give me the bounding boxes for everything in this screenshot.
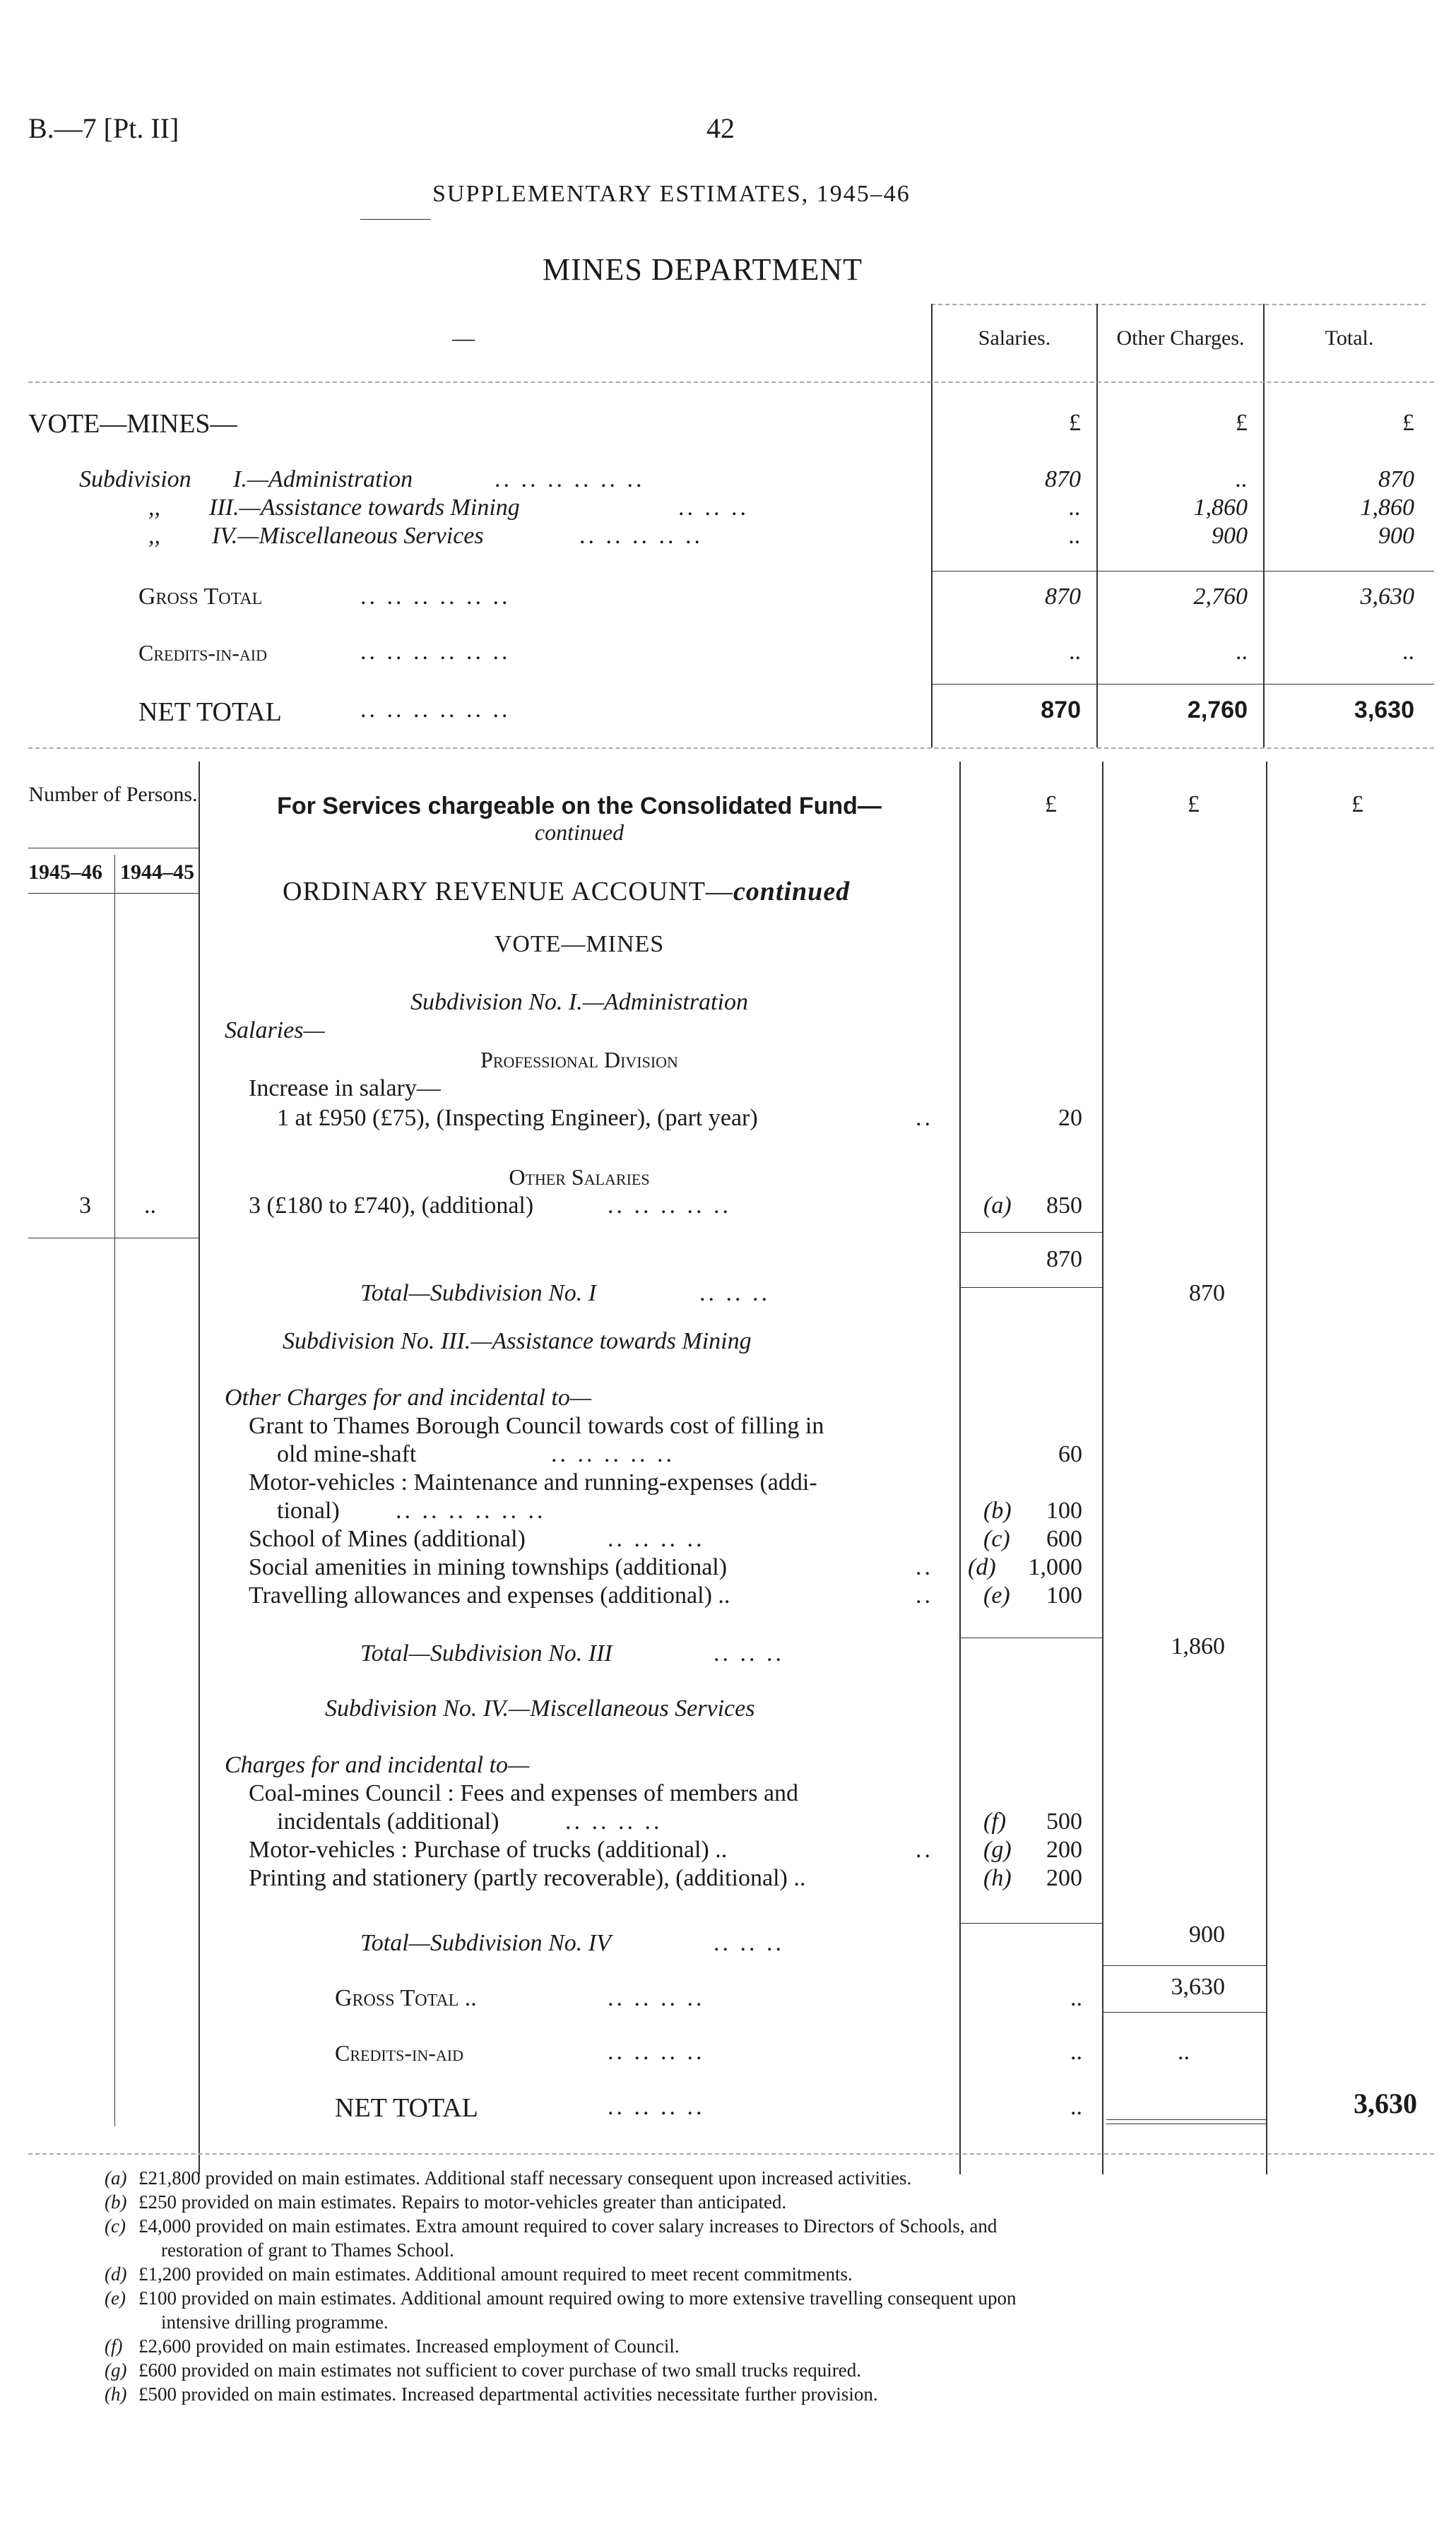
leader-dots: .. .. .. .. .. <box>551 1441 675 1467</box>
total-amount: 1,860 <box>1171 1633 1225 1659</box>
currency-symbol: £ <box>1045 791 1057 817</box>
item-text: Motor-vehicles : Maintenance and running-expenses (addi- <box>249 1469 817 1496</box>
gross-rule <box>1102 1965 1266 1966</box>
footnote-mark: (d) <box>105 2263 127 2285</box>
item-text: School of Mines (additional) <box>249 1526 526 1552</box>
total-value: 870 <box>1378 466 1414 492</box>
net-rule <box>1106 2119 1266 2120</box>
year-rule <box>28 893 199 894</box>
item-text: Coal-mines Council : Fees and expenses of members and <box>249 1780 799 1806</box>
net-salaries-value: 870 <box>1041 697 1081 723</box>
footnote <box>105 2262 1017 2286</box>
footnote-mark: (h) <box>983 1865 1012 1891</box>
salaries-value: .. <box>1069 523 1081 549</box>
title-rule <box>360 219 431 220</box>
year-col-rule <box>114 855 115 2126</box>
gross-total-label: Gross Total .. <box>335 1985 477 2011</box>
footnote-text: £500 provided on main estimates. Increased departmental activities necessitate further provision. <box>138 2384 878 2405</box>
footnote <box>105 2382 1017 2406</box>
footnote-mark: (f) <box>105 2335 123 2357</box>
footnote <box>105 2334 1017 2358</box>
item-text: Motor-vehicles : Purchase of trucks (additional) .. <box>249 1837 728 1863</box>
item-amount: 20 <box>1058 1105 1082 1131</box>
footnote-mark: (e) <box>983 1582 1010 1609</box>
leader-dots: .. .. .. .. .. .. <box>495 466 645 492</box>
credits-col1-value: .. <box>1070 2039 1082 2065</box>
credits-rule <box>1102 2012 1266 2013</box>
page-number: 42 <box>706 112 735 144</box>
other-charges-intro: Other Charges for and incidental to— <box>225 1385 592 1411</box>
footnote-mark: (g) <box>105 2360 127 2381</box>
item-amount: 200 <box>1046 1837 1082 1863</box>
leader-dots: .. .. .. <box>678 495 749 521</box>
persons-col-rule <box>199 762 200 2174</box>
footnote-text: restoration of grant to Thames School. <box>161 2239 454 2261</box>
footnote-mark: (e) <box>105 2287 126 2309</box>
footnote-text: £250 provided on main estimates. Repairs to motor-vehicles greater than anticipated. <box>138 2191 787 2213</box>
footnote-text: £2,600 provided on main estimates. Increased employment of Council. <box>138 2335 680 2357</box>
net-total-label: NET TOTAL <box>335 2093 478 2123</box>
sub1-heading: Subdivision No. I.—Administration <box>410 989 748 1015</box>
item-amount: 100 <box>1046 1582 1082 1609</box>
salaries-header: Salaries. <box>978 326 1051 350</box>
amount-col-rule <box>1102 762 1103 2174</box>
item-text: tional) <box>277 1498 340 1524</box>
credits-label: Credits-in-aid <box>335 2040 463 2066</box>
gross-other-value: 2,760 <box>1193 584 1248 610</box>
document-reference: B.—7 [Pt. II] <box>28 112 179 144</box>
leader-dots: .. .. .. <box>714 1640 784 1666</box>
footnote <box>105 2190 1017 2214</box>
leader-dots: .. .. .. .. .. <box>579 523 703 549</box>
sub4-heading: Subdivision No. IV.—Miscellaneous Services <box>325 1695 755 1722</box>
other-charges-header: Other Charges. <box>1116 326 1245 350</box>
item-text: 3 (£180 to £740), (additional) <box>249 1192 534 1219</box>
total-label: Total—Subdivision No. IV <box>360 1930 611 1956</box>
item-text: Printing and stationery (partly recoverable), (additional) .. <box>249 1865 806 1891</box>
item-amount: 100 <box>1046 1498 1082 1524</box>
footnote-mark: (b) <box>983 1498 1012 1524</box>
summary-bottom-rule <box>28 747 1434 749</box>
total-amount: 870 <box>1189 1280 1225 1306</box>
net-total-value: 3,630 <box>1354 697 1414 723</box>
item-text: Social amenities in mining townships (additional) <box>249 1554 728 1580</box>
leader-dots: .. .. .. .. <box>565 1808 663 1835</box>
account-heading <box>283 876 850 907</box>
item-amount: 600 <box>1046 1526 1082 1552</box>
summary-top-rule <box>931 304 1426 305</box>
footnotes <box>105 2166 1017 2406</box>
item-text: 1 at £950 (£75), (Inspecting Engineer), (part year) <box>277 1105 758 1131</box>
footnote-text: intensive drilling programme. <box>161 2311 389 2333</box>
gross-col1-value: .. <box>1070 1985 1082 2011</box>
credits-salaries-value: .. <box>1069 639 1081 665</box>
header-rule <box>28 381 1434 383</box>
footnote-text: £600 provided on main estimates not sufficient to cover purchase of two small trucks required. <box>138 2360 861 2381</box>
leader-dots: .. <box>916 1582 933 1609</box>
gross-total-value: 3,630 <box>1171 1974 1225 2000</box>
salaries-value: .. <box>1069 495 1081 521</box>
amount-col-rule <box>1266 762 1267 2174</box>
credits-total-value: .. <box>1402 639 1414 665</box>
footnote <box>105 2286 1017 2310</box>
footnote-mark: (g) <box>983 1837 1012 1863</box>
leader-dots: .. .. .. .. .. .. <box>360 584 511 610</box>
footnote-text: £100 provided on main estimates. Additional amount required owing to more extensive travelling consequent upon <box>138 2287 1017 2309</box>
footnote-mark: (d) <box>968 1554 996 1580</box>
total-label: Total—Subdivision No. I <box>360 1280 597 1306</box>
other-charges-value: .. <box>1236 466 1248 492</box>
footnote-text: £4,000 provided on main estimates. Extra amount required to cover salary increases to Directors of Schools, and <box>138 2215 998 2237</box>
account-heading-text: ORDINARY REVENUE ACCOUNT— <box>283 877 733 906</box>
row-prefix: ,, <box>148 495 160 521</box>
salaries-value: 870 <box>1045 466 1081 492</box>
currency-symbol: £ <box>1069 410 1081 436</box>
total-value: 900 <box>1378 523 1414 549</box>
vote-heading: VOTE—MINES <box>494 931 665 957</box>
credits-other-value: .. <box>1236 639 1248 665</box>
leader-dots: .. <box>916 1837 933 1863</box>
total-value: 1,860 <box>1360 495 1414 521</box>
salaries-label: Salaries— <box>225 1017 325 1043</box>
item-amount: 850 <box>1046 1192 1082 1219</box>
fund-heading-continued: continued <box>534 819 625 845</box>
amount-col-rule <box>959 762 961 2174</box>
footnote-text: £1,200 provided on main estimates. Additional amount required to meet recent commitments. <box>138 2263 853 2285</box>
currency-symbol: £ <box>1188 791 1200 817</box>
subtotal-rule <box>959 1232 1102 1233</box>
leader-dots: .. .. .. .. <box>608 1526 705 1552</box>
leader-dots: .. .. .. <box>699 1280 770 1306</box>
fund-heading: For Services chargeable on the Consolidated Fund— <box>277 793 882 819</box>
charges-intro: Charges for and incidental to— <box>225 1752 530 1778</box>
gross-total-label: Gross Total <box>138 584 263 610</box>
net-total-rule <box>931 684 1434 685</box>
item-text: Grant to Thames Borough Council towards cost of filling in <box>249 1413 824 1439</box>
running-title: SUPPLEMENTARY ESTIMATES, 1945–46 <box>432 181 911 207</box>
leader-dots: .. .. .. <box>714 1930 784 1956</box>
footnote-mark: (f) <box>983 1808 1007 1835</box>
year-1944-45: 1944–45 <box>120 860 194 884</box>
net-col1-value: .. <box>1070 2094 1082 2120</box>
leader-dots: .. .. .. .. .. .. <box>360 697 511 723</box>
leader-dots: .. .. .. .. .. .. <box>360 639 511 665</box>
item-amount: 500 <box>1046 1808 1082 1835</box>
footnote <box>105 2358 1017 2382</box>
department-title: MINES DEPARTMENT <box>543 252 863 287</box>
net-total-label: NET TOTAL <box>138 697 282 727</box>
credits-label: Credits-in-aid <box>138 640 267 665</box>
item-amount: 200 <box>1046 1865 1082 1891</box>
other-charges-value: 1,860 <box>1193 495 1248 521</box>
currency-symbol: £ <box>1236 410 1248 436</box>
item-text: incidentals (additional) <box>277 1808 499 1835</box>
credits-col2-value: .. <box>1178 2039 1190 2065</box>
item-text: old mine-shaft <box>277 1441 417 1467</box>
detail-bottom-rule <box>28 2153 1434 2155</box>
persons-1944-value: .. <box>144 1192 156 1219</box>
row-label: III.—Assistance towards Mining <box>209 495 520 521</box>
total-label: Total—Subdivision No. III <box>360 1640 612 1666</box>
footnote <box>105 2214 1017 2238</box>
leader-dots: .. .. .. .. .. <box>608 1192 731 1219</box>
gross-salaries-value: 870 <box>1045 584 1081 610</box>
year-1945-46: 1945–46 <box>28 860 102 884</box>
currency-symbol: £ <box>1351 791 1363 817</box>
professional-division: Professional Division <box>480 1047 678 1072</box>
vote-label: VOTE—MINES— <box>28 409 237 439</box>
item-amount: 1,000 <box>1028 1554 1082 1580</box>
gross-total-value: 3,630 <box>1360 584 1414 610</box>
total-header: Total. <box>1325 326 1374 350</box>
increase-label: Increase in salary— <box>249 1075 441 1101</box>
footnote-mark: (h) <box>105 2384 127 2405</box>
footnote <box>105 2238 1017 2262</box>
net-total-value: 3,630 <box>1354 2088 1417 2119</box>
persons-header: Number of Persons. <box>28 783 198 806</box>
footnote-mark: (c) <box>983 1526 1010 1552</box>
item-text: Travelling allowances and expenses (additional) .. <box>249 1582 730 1609</box>
account-heading-continued: continued <box>733 877 851 906</box>
footnote-mark: (a) <box>983 1192 1012 1219</box>
gross-total-rule <box>931 571 1434 572</box>
currency-symbol: £ <box>1402 410 1414 436</box>
subtotal-rule <box>959 1923 1102 1924</box>
leader-dots: .. .. .. .. <box>608 1985 705 2011</box>
net-other-value: 2,760 <box>1187 697 1248 723</box>
footnote-mark: (a) <box>105 2167 127 2189</box>
footnote <box>105 2166 1017 2190</box>
sub1-subtotal: 870 <box>1046 1246 1082 1272</box>
leader-dots: .. <box>916 1105 933 1131</box>
footnote-mark: (c) <box>105 2215 126 2237</box>
row-prefix: ,, <box>148 523 160 549</box>
footnote-mark: (b) <box>105 2191 127 2213</box>
other-salaries-heading: Other Salaries <box>509 1164 650 1190</box>
leader-dots: .. .. .. .. <box>608 2094 705 2120</box>
row-label: I.—Administration <box>233 466 413 492</box>
total-amount: 900 <box>1189 1922 1225 1948</box>
footnote-text: £21,800 provided on main estimates. Additional staff necessary consequent upon increased activities. <box>138 2167 912 2189</box>
item-amount: 60 <box>1058 1441 1082 1467</box>
persons-1945-value: 3 <box>79 1192 91 1219</box>
sub3-heading: Subdivision No. III.—Assistance towards Mining <box>283 1328 752 1354</box>
footnote <box>105 2310 1017 2334</box>
row-prefix: Subdivision <box>79 466 191 492</box>
leader-dots: .. .. .. .. <box>608 2039 705 2065</box>
other-charges-value: 900 <box>1212 523 1248 549</box>
leader-dots: .. .. .. .. .. .. <box>396 1498 546 1524</box>
leader-dots: .. <box>916 1554 933 1580</box>
subtotal-rule <box>959 1287 1102 1288</box>
summary-desc-header: — <box>452 325 475 350</box>
row-label: IV.—Miscellaneous Services <box>212 523 484 549</box>
